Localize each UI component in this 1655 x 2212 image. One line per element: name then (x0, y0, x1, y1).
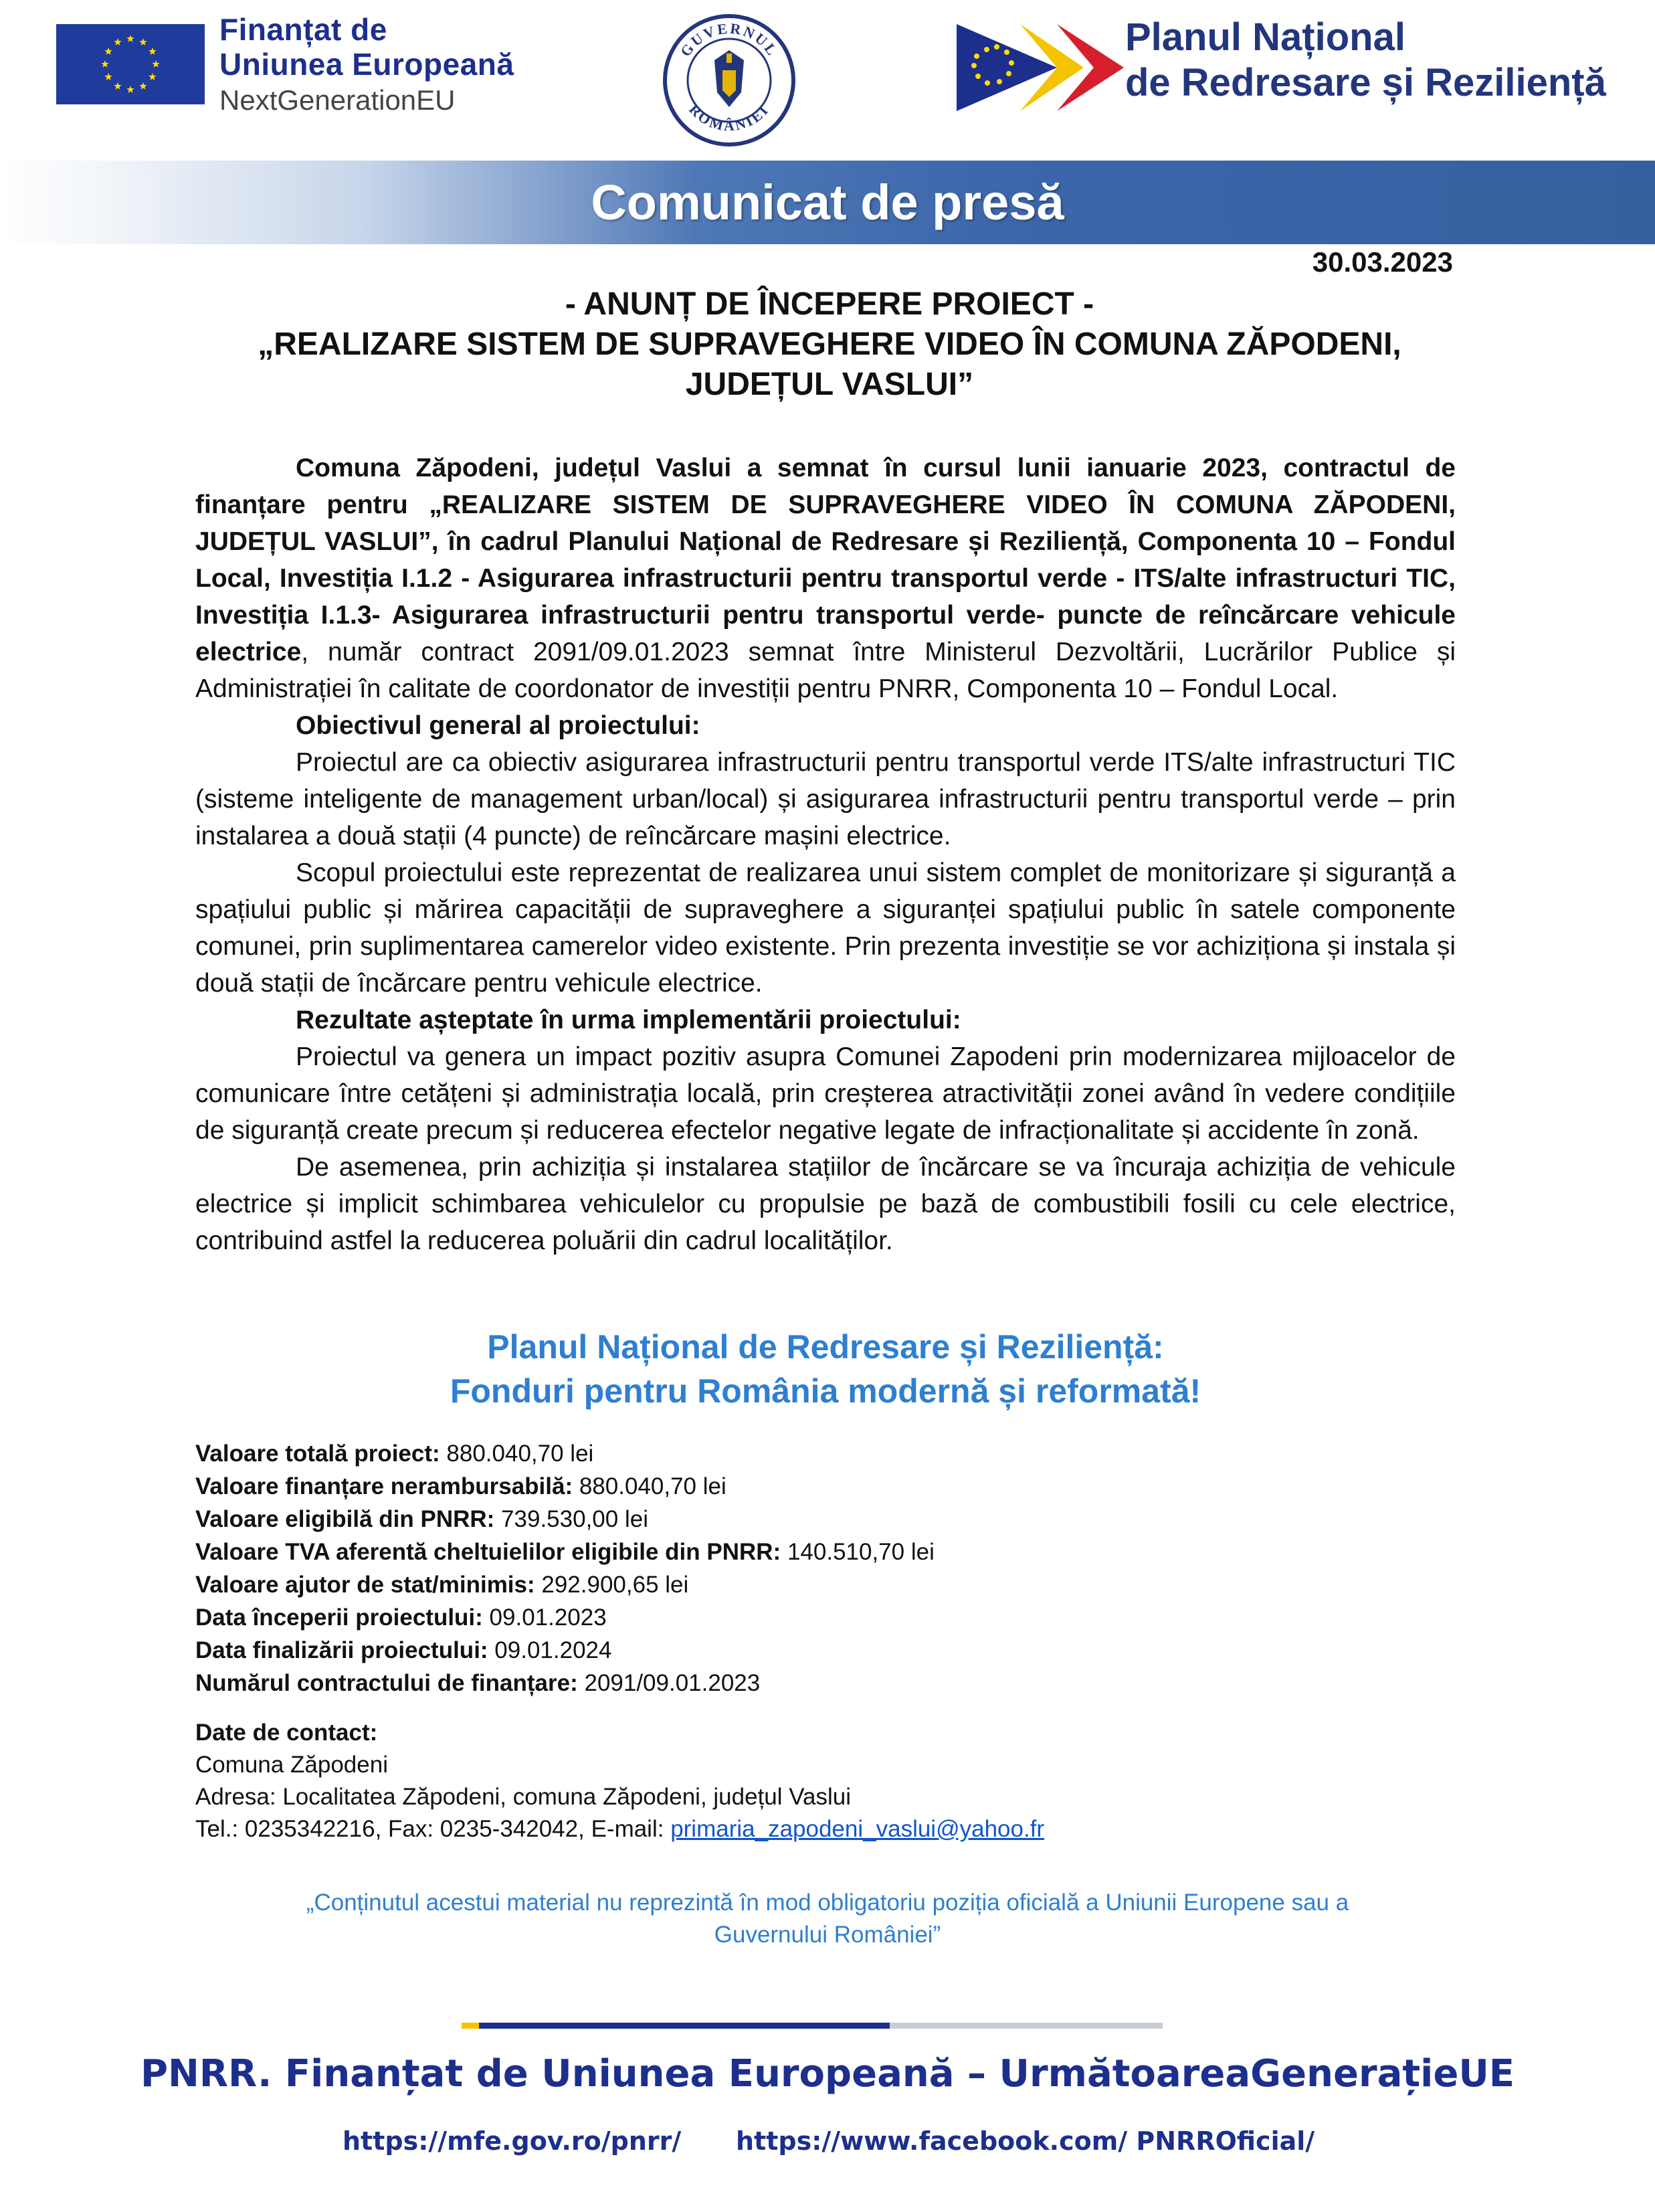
eu-flag-logo (56, 24, 205, 104)
detail-label: Valoare finanțare nerambursabilă: (195, 1473, 573, 1499)
intro-paragraph (195, 450, 1456, 707)
contact-phone-line (195, 1813, 1333, 1845)
detail-value: 140.510,70 lei (781, 1539, 935, 1565)
pnrr-logo-line2: de Redresare și Reziliență (1125, 61, 1606, 104)
banner-title: Comunicat de presă (591, 175, 1064, 230)
results-heading: Rezultate așteptate în urma implementării proiectului: (296, 1006, 961, 1034)
eu-logo-line3: NextGenerationEU (219, 84, 456, 116)
eu-funding-logo-text (219, 12, 567, 119)
detail-value: 880.040,70 lei (573, 1473, 726, 1499)
detail-label: Valoare totală proiect: (195, 1441, 440, 1467)
title-line3: JUDEȚUL VASLUI” (685, 367, 974, 402)
government-seal-icon (662, 13, 796, 147)
footer-divider-accent (462, 2023, 479, 2029)
objective-heading: Obiectivul general al proiectului: (296, 711, 700, 740)
detail-row (195, 1470, 1266, 1503)
seal-top-text: GUVERNUL (676, 19, 782, 60)
pnrr-slogan (195, 1325, 1456, 1413)
pnrr-logo-text (1125, 15, 1634, 106)
disclaimer-line2: Guvernului României” (714, 1922, 941, 1948)
eu-logo-line2: Uniunea Europeană (219, 47, 514, 82)
contact-name: Comuna Zăpodeni (195, 1752, 388, 1778)
detail-label: Valoare TVA aferentă cheltuielilor eligibile din PNRR: (195, 1539, 781, 1565)
detail-row (195, 1634, 1266, 1667)
pnrr-arrow-icon (957, 17, 1124, 118)
detail-value: 09.01.2023 (482, 1604, 607, 1631)
footer-link-facebook[interactable]: https://www.facebook.com/ PNRROficial/ (736, 2126, 1315, 2156)
detail-label: Valoare ajutor de stat/minimis: (195, 1572, 535, 1598)
detail-value: 09.01.2024 (488, 1637, 612, 1663)
pnrr-logo-line1: Planul Național (1125, 15, 1405, 59)
romanian-government-seal (662, 13, 796, 147)
detail-label: Data finalizării proiectului: (195, 1637, 488, 1663)
detail-label: Data începerii proiectului: (195, 1604, 483, 1631)
detail-label: Valoare eligibilă din PNRR: (195, 1506, 495, 1532)
eu-stars-icon (56, 24, 205, 104)
footer-tagline: PNRR. Finanțat de Uniunea Europeană – UrmătoareaGenerațieUE (140, 2052, 1515, 2096)
slogan-line1: Planul Național de Redresare și Reziliență: (487, 1328, 1164, 1366)
press-release-body (195, 450, 1456, 1259)
slogan-line2: Fonduri pentru România modernă și reformată! (450, 1372, 1201, 1410)
objective-paragraph-1: Proiectul are ca obiectiv asigurarea infrastructurii pentru transportul verde ITS/alte infrastructuri TIC (sisteme inteligente de management urban/local) și asigurarea infrastructurii pentru transportul verde – prin instalarea a două stații (4 puncte) de reîncărcare mașini electrice. (195, 748, 1456, 850)
intro-bold-text: Comuna Zăpodeni, județul Vaslui a semnat în cursul lunii ianuarie 2023, contractul de finanțare pentru „REALIZARE SISTEM DE SUPRAVEGHERE VIDEO ÎN COMUNA ZĂPODENI, JUDEȚUL VASLUI”, în cadrul Planului Național de Redresare și Reziliență, Componenta 10 – Fondul Local, Investiția I.1.2 - Asigurarea infrastructurii pentru transportul verde - ITS/alte infrastructuri TIC, Investiția I.1.3- Asigurarea infrastructurii pentru transportul verde- puncte de reîncărcare vehicule electrice (195, 454, 1456, 666)
contact-address: Adresa: Localitatea Zăpodeni, comuna Zăpodeni, județul Vaslui (195, 1784, 851, 1810)
pnrr-logo-graphic (957, 17, 1124, 118)
intro-rest-text: , număr contract 2091/09.01.2023 semnat între Ministerul Dezvoltării, Lucrărilor Publice și Administrației în calitate de coordonator de investiții pentru PNRR, Componenta 10 – Fondul Local. (195, 638, 1456, 703)
release-date: 30.03.2023 (1312, 246, 1453, 278)
results-paragraph-1: Proiectul va genera un impact pozitiv asupra Comunei Zapodeni prin modernizarea mijloacelor de comunicare între cetățeni și administrația locală, prin creșterea atractivității zonei având în vedere condițiile de siguranță create precum și reducerea efectelor negative legate de infracționalitate și accidente în zonă. (195, 1042, 1456, 1145)
detail-value: 880.040,70 lei (440, 1441, 594, 1467)
project-details (195, 1437, 1266, 1699)
title-line1: - ANUNȚ DE ÎNCEPERE PROIECT - (565, 286, 1094, 322)
announcement-title (194, 284, 1465, 405)
detail-label: Numărul contractului de finanțare: (195, 1670, 578, 1696)
contact-phone-fax: Tel.: 0235342216, Fax: 0235-342042, E-mail: (195, 1816, 671, 1842)
detail-row (195, 1667, 1266, 1699)
footer-links (0, 2121, 1655, 2161)
detail-row (195, 1536, 1266, 1568)
footer-link-mfe[interactable]: https://mfe.gov.ro/pnrr/ (343, 2126, 682, 2156)
detail-value: 292.900,65 lei (534, 1572, 689, 1598)
title-line2: „REALIZARE SISTEM DE SUPRAVEGHERE VIDEO ÎN COMUNA ZĂPODENI, (258, 327, 1401, 362)
eu-logo-line1: Finanțat de (219, 12, 387, 47)
footer-divider-light (890, 2023, 1163, 2029)
detail-row (195, 1601, 1266, 1634)
contact-email-link[interactable]: primaria_zapodeni_vaslui@yahoo.fr (670, 1816, 1045, 1842)
footer-divider-dark (468, 2023, 890, 2029)
detail-row (195, 1437, 1266, 1470)
eu-disclaimer (221, 1887, 1434, 1951)
contact-details (195, 1717, 1333, 1845)
detail-value: 739.530,00 lei (494, 1506, 648, 1532)
detail-row (195, 1503, 1266, 1536)
contact-heading: Date de contact: (195, 1720, 378, 1746)
results-paragraph-2: De asemenea, prin achiziția și instalarea stațiilor de încărcare se va încuraja achiziția de vehicule electrice și implicit schimbarea vehiculelor cu propulsie pe bază de combustibili fosili cu cele electrice, contribuind astfel la reducerea poluării din cadrul localităților. (195, 1153, 1456, 1255)
detail-value: 2091/09.01.2023 (577, 1670, 761, 1696)
disclaimer-line1: „Conținutul acestui material nu reprezintă în mod obligatoriu poziția oficială a Uniunii Europene sau a (306, 1890, 1349, 1916)
detail-row (195, 1568, 1266, 1601)
objective-paragraph-2: Scopul proiectului este reprezentat de realizarea unui sistem complet de monitorizare și siguranță a spațiului public și mărirea capacității de supraveghere a siguranței spațiului public în satele componente comunei, prin suplimentarea camerelor video existente. Prin prezenta investiție se vor achiziționa și instala și două stații de încărcare pentru vehicule electrice. (195, 858, 1456, 998)
seal-bottom-text: ROMÂNIEI (686, 100, 773, 134)
